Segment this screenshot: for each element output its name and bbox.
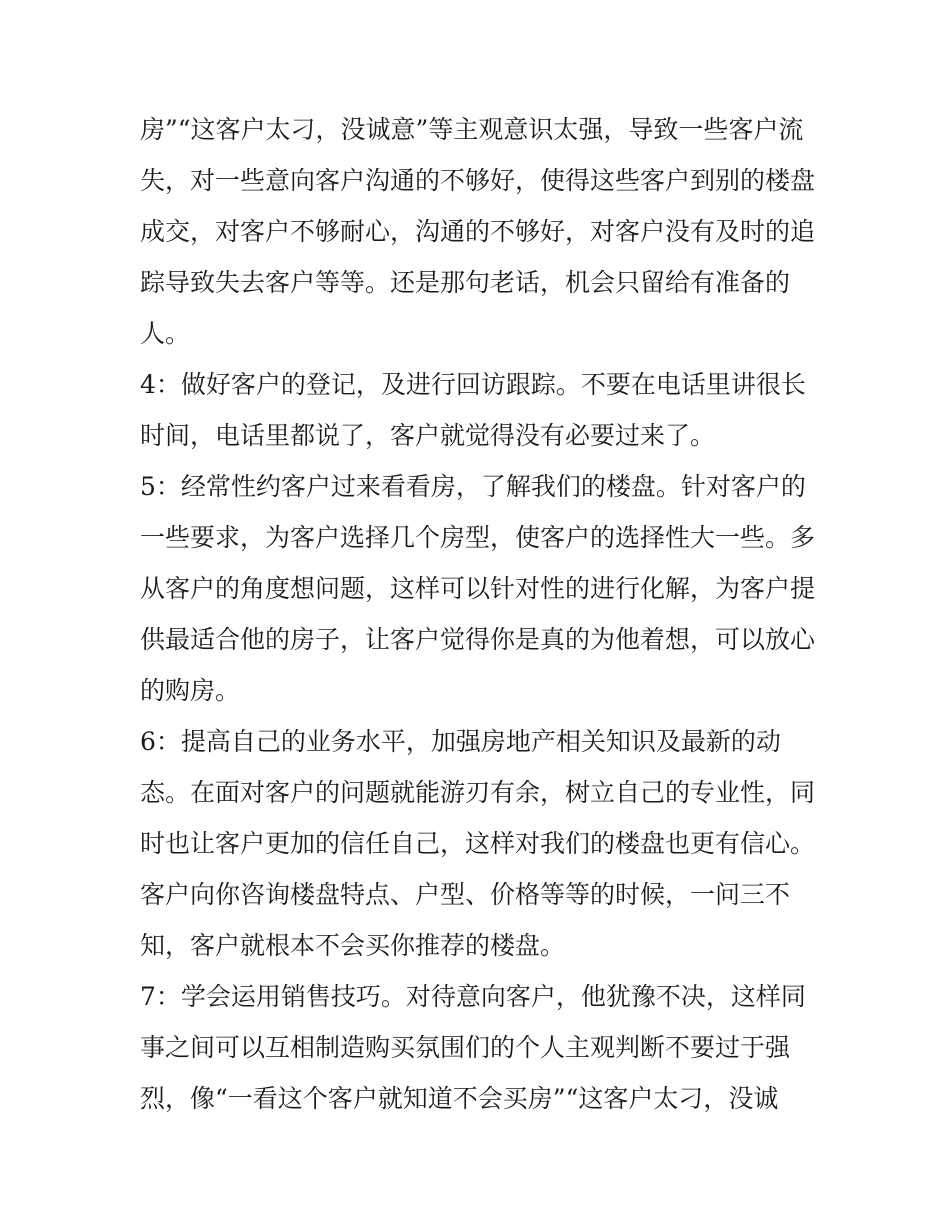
text-line: 烈，像“一看这个客户就知道不会买房”“这客户太刁，没诚 (140, 1084, 779, 1113)
text-line: 从客户的角度想问题，这样可以针对性的进行化解，为客户提 (140, 574, 816, 603)
text-line: 失，对一些意向客户沟通的不够好，使得这些客户到别的楼盘 (140, 166, 816, 195)
text-line: 7：学会运用销售技巧。对待意向客户，他犹豫不决，这样同 (140, 982, 806, 1011)
text-line: 事之间可以互相制造购买氛围们的个人主观判断不要过于强 (140, 1033, 791, 1062)
body-text (140, 104, 830, 1124)
text-line: 踪导致失去客户等等。还是那句老话，机会只留给有准备的 (140, 268, 791, 297)
text-line: 5：经常性约客户过来看看房，了解我们的楼盘。针对客户的 (140, 472, 806, 501)
text-line: 客户向你咨询楼盘特点、户型、价格等等的时候，一问三不 (140, 880, 791, 909)
text-line: 时间，电话里都说了，客户就觉得没有必要过来了。 (140, 421, 716, 450)
text-line: 房”“这客户太刁，没诚意”等主观意识太强，导致一些客户流 (140, 115, 804, 144)
text-line: 人。 (140, 319, 191, 348)
text-line: 态。在面对客户的问题就能游刃有余，树立自己的专业性，同 (140, 778, 816, 807)
text-line: 知，客户就根本不会买你推荐的楼盘。 (140, 931, 566, 960)
text-line: 成交，对客户不够耐心，沟通的不够好，对客户没有及时的追 (140, 217, 816, 246)
text-line: 6：提高自己的业务水平，加强房地产相关知识及最新的动 (140, 727, 781, 756)
text-line: 的购房。 (140, 676, 241, 705)
text-line: 时也让客户更加的信任自己，这样对我们的楼盘也更有信心。 (140, 829, 816, 858)
text-line: 供最适合他的房子，让客户觉得你是真的为他着想，可以放心 (140, 625, 816, 654)
text-line: 一些要求，为客户选择几个房型，使客户的选择性大一些。多 (140, 523, 816, 552)
text-line: 4：做好客户的登记，及进行回访跟踪。不要在电话里讲很长 (140, 370, 806, 399)
